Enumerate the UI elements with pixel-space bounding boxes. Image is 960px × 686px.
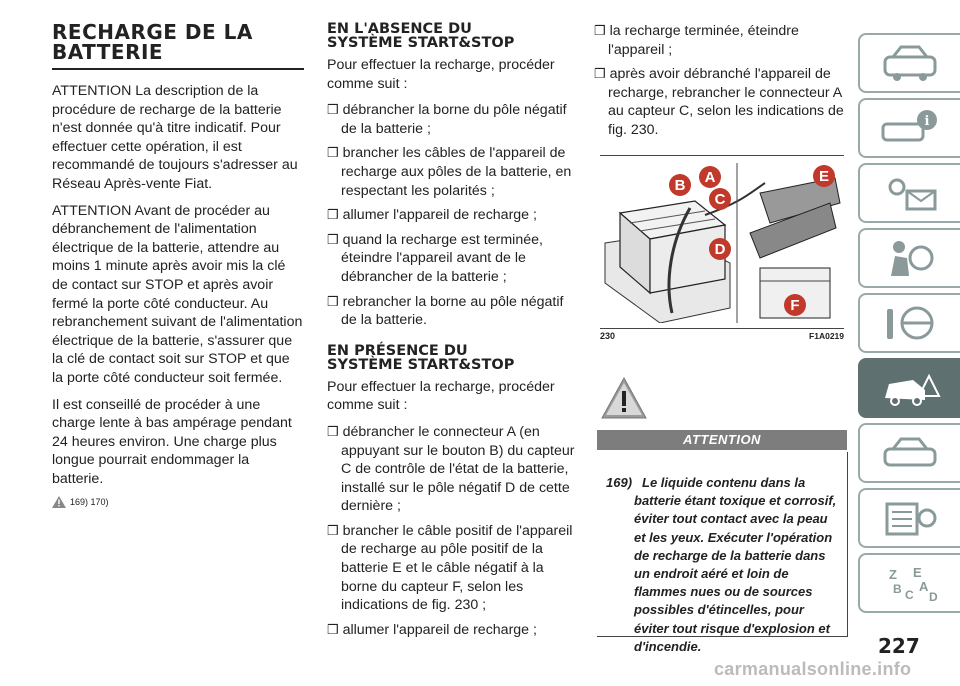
warning-triangle-icon [601, 377, 647, 419]
intro-without: Pour effectuer la recharge, procéder comme suit : [327, 57, 555, 92]
figure-code: F1A0219 [809, 331, 844, 341]
tab-lights[interactable] [858, 163, 960, 223]
warning-body: Le liquide contenu dans la batterie étant toxique et corrosif, éviter tout contact avec la peau et les yeux. Exécuter l'opération de recharge de la batterie dans un endroit aéré et loin de flammes nues ou de sources possibles d'étincelles, pour éviter tout risque d'explosion et d'incendie. [634, 475, 837, 654]
heading-with-start-stop: EN PRÉSENCE DU SYSTÈME START&STOP [327, 342, 515, 373]
label-c: C [714, 191, 726, 208]
car-breakdown-icon [879, 368, 941, 408]
attention-paragraph-2: ATTENTION Avant de procéder au débranchement de l'alimentation électrique de la batterie, attendre au moins 1 minute après avoir mis la clé de contact sur STOP et après avoir fermé la porte côté conducteur. Au rebranchement suivant de l'alimentation électrique de la batterie, s'assurer que la clé de contact soit sur STOP et que la porte côté conducteur soit fermée. [52, 202, 303, 386]
svg-text:C: C [905, 588, 914, 602]
car-service-icon [879, 433, 941, 473]
label-e: E [818, 168, 830, 185]
svg-text:i: i [924, 114, 930, 129]
list-item: ❒ brancher les câbles de l'appareil de recharge aux pôles de la batterie, en respectant les polarités ; [327, 145, 572, 199]
tab-safety[interactable] [858, 228, 960, 288]
attention-text [606, 474, 842, 656]
page-number: 227 [878, 634, 920, 658]
battery-illustration [600, 163, 844, 323]
attention-header: ATTENTION [597, 430, 847, 450]
steering-tools-icon [879, 303, 941, 343]
watermark: carmanualsonline.info [714, 659, 912, 679]
svg-text:B: B [893, 582, 902, 596]
tab-emergency[interactable] [858, 358, 960, 418]
tab-dashboard[interactable] [858, 33, 960, 93]
list-item: ❒ brancher le câble positif de l'appareil de recharge au pôle positif de la batterie E et le câble négatif à la borne du capteur F, selon les indications de fig. 230 ; [327, 522, 573, 614]
specs-settings-icon [879, 498, 941, 538]
index-letters-icon [879, 563, 941, 603]
column-right [594, 22, 846, 146]
tab-maintenance[interactable] [858, 423, 960, 483]
svg-text:Z: Z [889, 567, 897, 582]
warning-triangle-icon [52, 496, 66, 508]
lights-message-icon [879, 173, 941, 213]
column-middle [327, 22, 575, 645]
tab-specs[interactable] [858, 488, 960, 548]
list-item: ❒ après avoir débranché l'appareil de recharge, rebrancher le connecteur A au capteur C, selon les indications de fig. 230. [594, 66, 844, 138]
heading-without-start-stop: EN L'ABSENCE DU SYSTÈME START&STOP [327, 21, 515, 51]
figure-number: 230 [600, 331, 616, 341]
tab-info[interactable] [858, 98, 960, 158]
car-dashboard-icon [879, 43, 941, 83]
label-a: A [704, 169, 716, 186]
references-text: 169) 170) [70, 497, 109, 508]
list-item: ❒ rebrancher la borne au pôle négatif de la batterie. [327, 293, 564, 329]
list-item: ❒ allumer l'appareil de recharge ; [327, 621, 537, 638]
svg-text:D: D [929, 590, 938, 603]
label-b: B [674, 177, 686, 194]
airbag-person-icon [879, 238, 941, 278]
list-item: ❒ quand la recharge est terminée, éteindre l'appareil avant de le débrancher de la batterie ; [327, 231, 543, 285]
list-item: ❒ la recharge terminée, éteindre l'appareil ; [594, 23, 799, 58]
section-title: RECHARGE DE LA BATTERIE [52, 22, 304, 70]
list-item: ❒ débrancher la borne du pôle négatif de la batterie ; [327, 102, 567, 137]
car-info-icon [879, 108, 941, 148]
chapter-tabs [858, 33, 960, 618]
list-item: ❒ débrancher le connecteur A (en appuyant sur le bouton B) du capteur C de contrôle de l'état de la batterie, installé sur le pôle négatif D de cette dernière ; [327, 423, 575, 515]
label-f: F [790, 297, 800, 314]
svg-text:E: E [913, 565, 922, 580]
tab-index[interactable] [858, 553, 960, 613]
warning-references [52, 496, 304, 508]
tab-driving[interactable] [858, 293, 960, 353]
label-d: D [714, 241, 726, 258]
svg-text:A: A [919, 579, 929, 594]
warning-number: 169) [606, 475, 633, 490]
column-left [52, 22, 304, 508]
figure-230 [600, 155, 844, 341]
attention-paragraph-1: ATTENTION La description de la procédure de recharge de la batterie n'est donnée qu'à titre indicatif. Pour effectuer cette opération, il est recommandé de toujours s'adresser au Réseau Après-vente Fiat. [52, 83, 298, 192]
list-item: ❒ allumer l'appareil de recharge ; [327, 207, 537, 224]
intro-with: Pour effectuer la recharge, procéder comme suit : [327, 378, 555, 414]
advice-paragraph: Il est conseillé de procéder à une charge lente à bas ampérage pendant 24 heures environ. Une charge plus longue pourrait endommager la batterie. [52, 396, 292, 487]
